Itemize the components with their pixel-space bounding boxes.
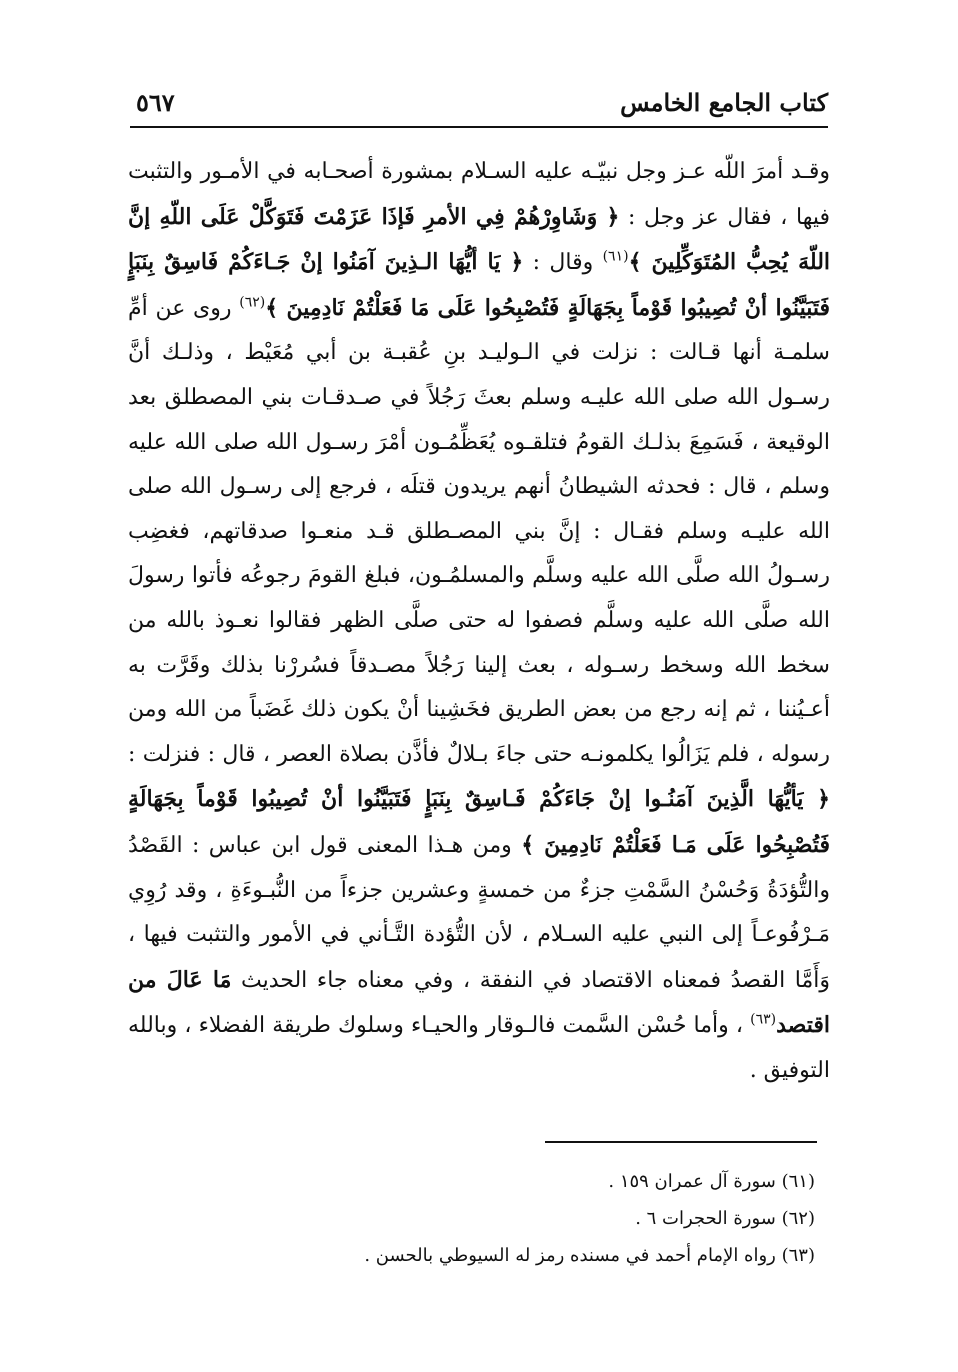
quran-verse: ﴿ يَأيُّهَا الَّذِينَ آمَنُـوا إنْ جَاءَكُمْ فَـاسِقٌ بِنَبَإٍ فَتَبَيَّنُوا أنْ تُصِيبُوا قَوْماً بِجَهَالَةٍ فَتُصْبِحُوا عَلَى مَـا فَعَلْتُمْ نَادِمِينَ ﴾ [128, 786, 831, 858]
header-rule [130, 126, 828, 128]
footnote-ref: (٦١) [602, 248, 629, 265]
main-paragraph [128, 150, 830, 1093]
footnotes [300, 1163, 815, 1274]
quran-verse: ﴿ وَشَاوِرْهُمْ فِي الأمرِ فَإذَا عَزَمْتَ فَتَوَكَّلْ عَلَى اللّهِ إنَّ اللّهَ يُحِبُّ المُتَوَكِّلِينَ ﴾ [128, 203, 831, 276]
page-number: ٥٦٧ [136, 88, 175, 117]
footnote-ref: (٦٢) [239, 294, 266, 311]
text-segment: وقال : [532, 250, 594, 276]
footnote: (٦٣) رواه الإمام أحمد في مسنده رمز له السيوطي بالحسن . [364, 1245, 815, 1266]
hadith-quote: مَا عَالَ من اقتصد [128, 966, 830, 1039]
text-segment: ومن هـذا المعنى قول ابن عباس : القَصْدُ والتُّؤدَةُ وَحُسْنُ السَّمْتِ جزءٌ من خمسةٍ وعشرين جزءاً من النُّبـوءَةِ ، وقد رُوِي مَـرْفُوعـاً إلى النبي عليه السـلام ، لأن التُّؤدة التَّـأني في الأمور والتثبت فيها ، وَأَمَّا القصدُ فمعناه الاقتصاد في النفقة ، وفي معناه جاء الحديث [128, 832, 831, 993]
text-segment: وقـد أمرَ اللّه عـز وجل نبيّـه عليه السـلام بمشورة أصحـابه في الأمـور والتثبت فيها ، فقال عز وجل : [128, 159, 831, 230]
body-text [128, 150, 830, 1093]
footnote: (٦١) سورة آل عمران ١٥٩ . [608, 1171, 815, 1192]
text-segment: روى عن أمِّ سلمـة أنها قـالت : نزلت في الـوليـد بنِ عُقبـة بن أبي مُعَيْط ، وذلـك أنَّ رسـول الله صلى الله عليـه وسلم بعثَ رَجُلاً في صـدقـات بني المصطلق بعد الوقيعة ، فَسَمِعَ بذلـك القومُ فتلقـوه يُعَظِّمُـون أمْرَ رسـول الله صلى الله عليه وسلم ، قال : فحدثه الشيطانُ أنهم يريدون قتلَه ، فرجع إلى رسـول الله صلى الله عليـه وسلم فقـال : إنَّ بني المصـطلق قـد منعـوا صدقاتهم، فغضِب رسـولُ الله صلَّى الله عليه وسلَّم والمسلمُـون، فبلغ القومَ رجوعُه فأتوا رسولَ الله صلَّى الله عليه وسلَّم فصفوا له حتى صلَّى الظهر فقالوا نعـوذ بالله من سخط الله وسخط رسـوله ، بعث إلينا رَجُلاً مصـدقاً فسُررْنا بذلك وقَرَّت به أعـيُننا ، ثم إنه رجع من بعض الطريق فخَشِينا أنْ يكون ذلك غَضَباً من الله ومن رسوله ، فلم يَزَالُوا يكلمونـه حتى جاءَ بـلالٌ فأذَّن بصلاة العصر ، قال : فنزلت : [128, 295, 830, 767]
header-title: كتاب الجامع الخامس [620, 88, 828, 117]
running-header [128, 88, 828, 122]
footnote: (٦٢) سورة الحجرات ٦ . [635, 1208, 815, 1229]
footnote-rule [545, 1141, 817, 1143]
footnote-ref: (٦٣) [750, 1011, 777, 1028]
quran-verse: ﴿ يَا أيُّهَا الـذِينَ آمَنُوا إنْ جَـاءَكُمْ فَاسِقٌ بِنَبَإٍ فَتَبَيَّنُوا أنْ تُصِيبُوا قَوْماً بِجَهَالَةٍ فَتُصْبِحُوا عَلَى مَا فَعَلْتُمْ نَادِمِينَ ﴾ [128, 249, 831, 321]
text-segment: ، وأما حُسْن السَّمت فالـوقار والحيـاء وسلوك طريقة الفضلاء ، وبالله التوفيق . [128, 1013, 830, 1083]
